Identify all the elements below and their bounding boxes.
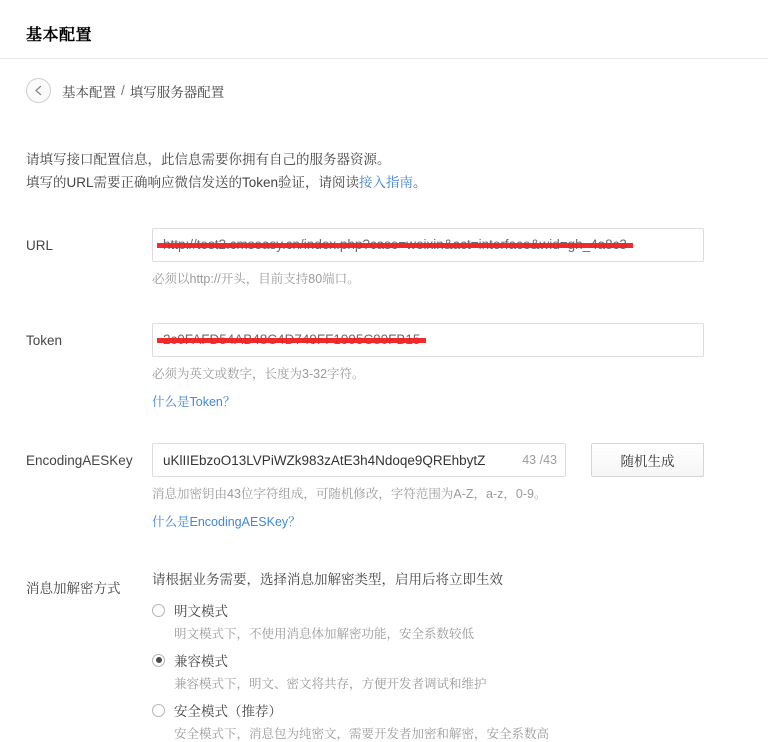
token-row: [0, 323, 768, 411]
token-hint: 必须为英文或数字，长度为3-32字符。: [152, 367, 365, 381]
radio-line[interactable]: [152, 650, 748, 670]
redaction-bar: [157, 338, 426, 343]
intro-line-2-suffix: 。: [413, 175, 427, 190]
token-input[interactable]: [152, 323, 704, 357]
encrypt-mode-description: 请根据业务需要，选择消息加解密类型，启用后将立即生效: [152, 572, 503, 587]
encrypt-mode-row: [0, 567, 768, 742]
intro-line-1: 请填写接口配置信息，此信息需要你拥有自己的服务器资源。: [26, 152, 391, 167]
url-row: [0, 228, 768, 289]
radio-description: 明文模式下，不使用消息体加解密功能，安全系数较低: [174, 627, 475, 641]
url-input[interactable]: [152, 228, 704, 262]
guide-link[interactable]: 接入指南: [359, 175, 414, 190]
aeskey-input[interactable]: [152, 443, 566, 477]
aeskey-value: uKlIIEbzoO13LVPiWZk983zAtE3h4Ndoqe9QREhbytZ: [163, 452, 486, 468]
back-arrow-icon[interactable]: [26, 78, 51, 103]
aeskey-label: EncodingAESKey: [26, 453, 133, 468]
radio-icon[interactable]: [152, 654, 165, 667]
url-value-redacted: [163, 229, 627, 261]
radio-icon[interactable]: [152, 604, 165, 617]
radio-option-secure[interactable]: [152, 700, 748, 742]
breadcrumb-current: 填写服务器配置: [129, 84, 225, 100]
aeskey-char-count: 43 /43: [522, 453, 557, 467]
token-value-redacted: [163, 324, 420, 356]
url-body: [152, 228, 768, 289]
radio-label: 安全模式（推荐）: [174, 704, 282, 719]
radio-line[interactable]: [152, 600, 748, 620]
what-is-token-link[interactable]: 什么是Token？: [152, 395, 236, 409]
redaction-bar: [157, 243, 633, 248]
intro-line-2-prefix: 填写的URL需要正确响应微信发送的Token验证，请阅读: [26, 175, 360, 190]
radio-icon[interactable]: [152, 704, 165, 717]
aeskey-hint: 消息加密钥由43位字符组成，可随机修改，字符范围为A-Z，a-z，0-9。: [152, 487, 547, 501]
encrypt-mode-options: [152, 600, 748, 742]
radio-option-plaintext[interactable]: [152, 600, 748, 644]
intro-text: [26, 148, 427, 194]
breadcrumb: [26, 78, 224, 103]
what-is-aeskey-link[interactable]: 什么是EncodingAESKey？: [152, 515, 301, 529]
intro-line-2: [26, 171, 427, 194]
radio-option-compatible[interactable]: [152, 650, 748, 694]
radio-description: 兼容模式下，明文、密文将共存，方便开发者调试和维护: [174, 677, 487, 691]
radio-label: 明文模式: [174, 604, 228, 619]
aeskey-body: [152, 443, 768, 531]
breadcrumb-parent[interactable]: 基本配置: [62, 84, 116, 100]
radio-description: 安全模式下，消息包为纯密文，需要开发者加密和解密，安全系数高: [174, 727, 550, 741]
token-label: Token: [26, 333, 63, 348]
generate-random-button[interactable]: 随机生成: [591, 443, 704, 477]
server-config-form: [0, 228, 768, 742]
breadcrumb-separator: /: [121, 83, 125, 98]
radio-label: 兼容模式: [174, 654, 228, 669]
url-hint: 必须以http://开头，目前支持80端口。: [152, 272, 360, 286]
url-label: URL: [26, 238, 54, 253]
radio-line[interactable]: [152, 700, 748, 720]
page-title: 基本配置: [26, 27, 93, 44]
aeskey-input-group: [152, 443, 748, 477]
token-body: [152, 323, 768, 411]
encrypt-mode-label: 消息加解密方式: [26, 581, 121, 596]
encrypt-mode-body: [152, 567, 768, 742]
header-divider: [0, 58, 768, 59]
aeskey-row: [0, 443, 768, 531]
